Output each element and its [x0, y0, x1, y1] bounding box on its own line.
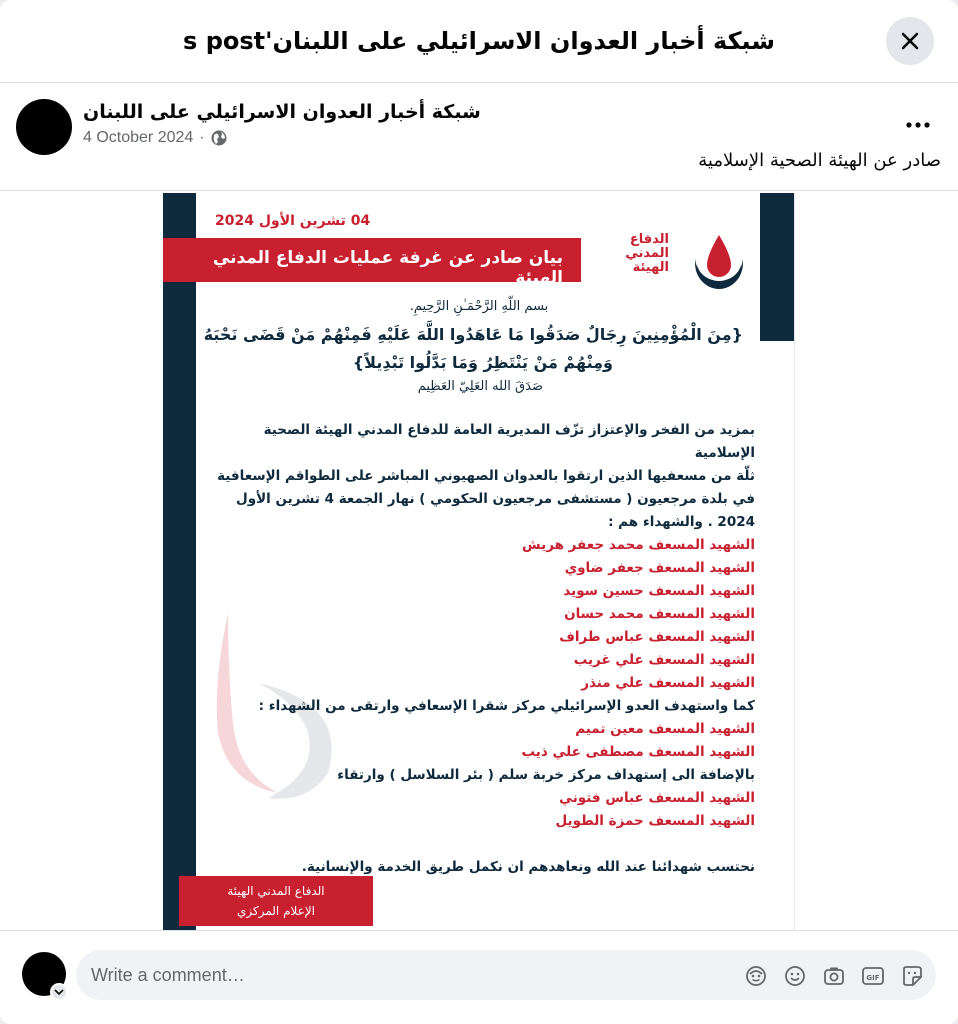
- sticker-icon: [901, 965, 923, 987]
- meta-separator: ·: [199, 129, 205, 146]
- statement-body: [213, 419, 755, 879]
- logo-text-line: الهيئة: [632, 260, 669, 275]
- martyr-name: الشهيد المسعف معين تميم: [575, 721, 755, 737]
- quran-verse-line-2: وَمِنْهُمْ مَنْ يَنْتَظِرُ وَمَا بَدَّلُوا تَبْدِيلاً}: [352, 353, 613, 372]
- close-icon: [899, 30, 921, 52]
- profile-switch-button[interactable]: [50, 983, 68, 1001]
- camera-icon: [823, 965, 845, 987]
- martyr-name: الشهيد المسعف علي منذر: [581, 675, 755, 691]
- emoji-icon: [784, 965, 806, 987]
- svg-text:GIF: GIF: [865, 973, 880, 982]
- martyr-name: الشهيد المسعف حمزة الطويل: [555, 813, 755, 829]
- intro-line: 2024 . والشهداء هم :: [608, 514, 755, 530]
- kharba-line: بالإضافة الى إستهداف مركز خربة سلم ( بئر السلاسل ) وارتقاء: [337, 767, 755, 783]
- logo-text: [601, 233, 669, 275]
- post-image[interactable]: [163, 193, 795, 930]
- post-date[interactable]: 4 October 2024: [83, 129, 194, 146]
- intro-line: في بلدة مرجعيون ( مستشفى مرجعيون الحكومي ) نهار الجمعة 4 تشرين الأول: [236, 491, 755, 507]
- dialog-header: [0, 0, 958, 83]
- martyr-name: الشهيد المسعف محمد جعفر هريش: [522, 537, 755, 553]
- author-name[interactable]: شبكة أخبار العدوان الاسرائيلي على اللبنان: [83, 101, 481, 123]
- logo-drop-icon: [689, 231, 749, 293]
- poster-date: 04 تشرين الأول 2024: [215, 213, 371, 229]
- avatar-sticker-icon: [745, 965, 767, 987]
- intro-line: ثلّة من مسعفيها الذين ارتقوا بالعدوان الصهيوني المباشر على الطواقم الإسعافية: [217, 468, 755, 484]
- martyr-name: الشهيد المسعف علي غريب: [573, 652, 755, 668]
- globe-icon[interactable]: [211, 130, 227, 146]
- martyr-name: الشهيد المسعف عباس طراف: [559, 629, 755, 645]
- sadaq-line: صَدَقَ الله العَلِيّ العَظِيم: [417, 379, 543, 394]
- closing-line: نحتسب شهدائنا عند الله ونعاهدهم ان نكمل طريق الخدمة والإنسانية.: [301, 859, 755, 875]
- logo-text-line: الدفاع: [629, 232, 669, 247]
- camera-button[interactable]: [821, 963, 846, 988]
- avatar-chevron-icon: [54, 989, 64, 995]
- intro-line: بمزيد من الفخر والإعتزاز تزّف المديرية العامة للدفاع المدني الهيئة الصحية الإسلامية: [263, 422, 755, 461]
- basmala: بسم اللّهِ الرَّحْمَـٰنِ الرَّحِيمِ.: [409, 299, 549, 314]
- quran-verse-line-1: {مِنَ الْمُؤْمِنِينَ رِجَالٌ صَدَقُوا مَا عَاهَدُوا اللَّهَ عَلَيْهِ فَمِنْهُمْ مَنْ قَضَى نَحْبَهُ: [203, 325, 743, 344]
- gif-button[interactable]: [860, 963, 885, 988]
- martyr-name: الشهيد المسعف محمد حسان: [564, 606, 755, 622]
- spacer: [213, 833, 755, 856]
- post-meta: [83, 129, 227, 147]
- dialog-title: شبكة أخبار العدوان الاسرائيلي على اللبنان's post: [183, 27, 775, 55]
- footer-line-1: الدفاع المدني الهيئة: [227, 884, 325, 898]
- shaqra-line: كما واستهدف العدو الإسرائيلي مركز شقرا الإسعافي وارتقى من الشهداء :: [258, 698, 755, 714]
- martyr-name: الشهيد المسعف جعفر ضاوي: [564, 560, 755, 576]
- martyr-name: الشهيد المسعف حسين سويد: [563, 583, 755, 599]
- comment-composer: [0, 930, 958, 1024]
- poster-banner-text: بيان صادر عن غرفة عمليات الدفاع المدني الهيئة: [212, 248, 563, 288]
- poster-footer: [179, 876, 373, 926]
- author-avatar[interactable]: [16, 99, 72, 155]
- close-button[interactable]: [886, 17, 934, 65]
- avatar-sticker-button[interactable]: [743, 963, 768, 988]
- gif-icon: [861, 965, 885, 987]
- logo-text-line: المدني: [625, 246, 669, 261]
- more-options-button[interactable]: [904, 111, 932, 139]
- comment-tools: [743, 963, 924, 988]
- martyr-name: الشهيد المسعف عباس فتوني: [559, 790, 755, 806]
- divider: [0, 190, 958, 191]
- footer-line-2: الإعلام المركزي: [236, 904, 316, 918]
- sticker-button[interactable]: [899, 963, 924, 988]
- civil-defense-logo: [601, 233, 751, 293]
- poster-right-bar: [760, 193, 794, 341]
- martyr-name: الشهيد المسعف مصطفى علي ذيب: [521, 744, 755, 760]
- post-caption: صادر عن الهيئة الصحية الإسلامية: [698, 150, 941, 171]
- poster-banner: [163, 238, 581, 288]
- emoji-button[interactable]: [782, 963, 807, 988]
- more-options-icon: [906, 122, 930, 128]
